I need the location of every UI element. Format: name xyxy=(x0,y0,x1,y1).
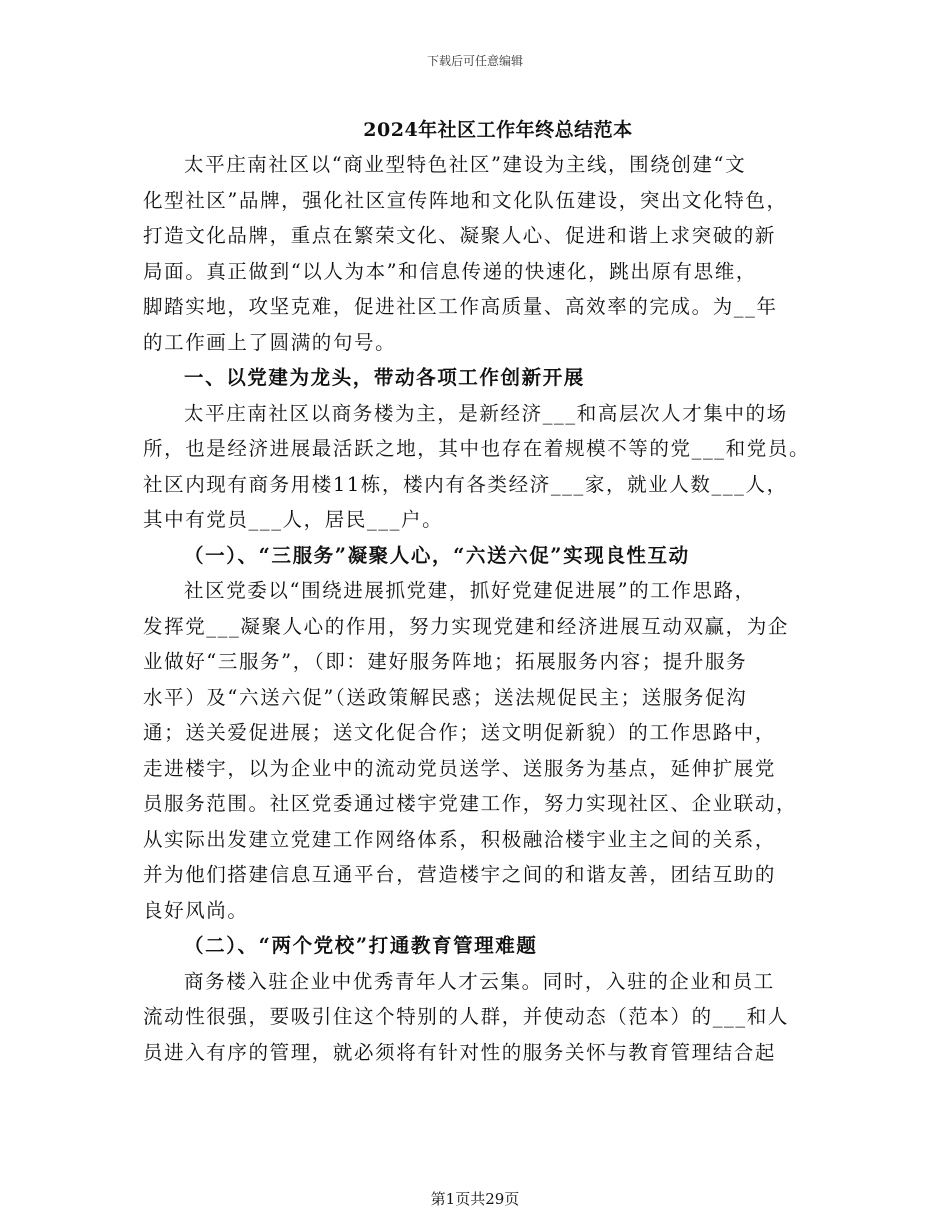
section-heading: 一、以党建为龙头，带动各项工作创新开展 xyxy=(184,366,585,389)
paragraph-line: 其中有党员___人，居民___户。 xyxy=(143,508,444,531)
paragraph-line: 从实际出发建立党建工作网络体系，积极融洽楼宇业主之间的关系， xyxy=(143,827,777,851)
page-header: 下载后可任意编辑 xyxy=(426,54,523,68)
paragraph-line: 打造文化品牌，重点在繁荣文化、凝聚人心、促进和谐上求突破的新 xyxy=(143,224,777,247)
paragraph-line: 化型社区”品牌，强化社区宣传阵地和文化队伍建设，突出文化特色， xyxy=(143,188,788,212)
paragraph-line: 社区内现有商务用楼11栋，楼内有各类经济___家，就业人数___人， xyxy=(143,472,788,496)
paragraph-line: 脚踏实地，攻坚克难，促进社区工作高质量、高效率的完成。为__年 xyxy=(143,295,778,318)
paragraph-line: 并为他们搭建信息互通平台，营造楼宇之间的和谐友善，团结互助的 xyxy=(143,863,777,886)
paragraph-line: 局面。真正做到“以人为本”和信息传递的快速化，跳出原有思维， xyxy=(143,259,757,283)
document-title: 2024年社区工作年终总结范本 xyxy=(363,119,633,141)
paragraph-line: 员进入有序的管理，就必须将有针对性的服务关怀与教育管理结合起 xyxy=(143,1040,777,1064)
paragraph-line: 走进楼宇，以为企业中的流动党员送学、送服务为基点，延伸扩展党 xyxy=(143,756,777,780)
subsection-heading: （二）、“两个党校”打通教育管理难题 xyxy=(184,934,538,957)
paragraph-line: 员服务范围。社区党委通过楼宇党建工作，努力实现社区、企业联动， xyxy=(143,792,798,815)
paragraph-line: 太平庄南社区以商务楼为主，是新经济___和高层次人才集中的场 xyxy=(184,401,788,425)
paragraph-line: 所，也是经济进展最活跃之地，其中也存在着规模不等的党___和党员。 xyxy=(143,437,811,460)
paragraph-line: 的工作画上了圆满的句号。 xyxy=(143,330,397,354)
paragraph-line: 良好风尚。 xyxy=(143,898,249,922)
paragraph-line: 商务楼入驻企业中优秀青年人才云集。同时，入驻的企业和员工 xyxy=(184,969,775,993)
paragraph-line: 水平）及“六送六促”（送政策解民惑；送法规促民主；送服务促沟 xyxy=(143,685,748,709)
paragraph-line: 通；送关爱促进展；送文化促合作；送文明促新貌）的工作思路中， xyxy=(143,721,777,744)
paragraph-line: 太平庄南社区以“商业型特色社区”建设为主线，围绕创建“文 xyxy=(184,153,747,176)
paragraph-line: 业做好“三服务”，（即：建好服务阵地；拓展服务内容；提升服务 xyxy=(143,650,748,673)
document-body xyxy=(143,147,811,1070)
page-footer: 第1页共29页 xyxy=(430,1190,520,1208)
paragraph-line: 发挥党___凝聚人心的作用，努力实现党建和经济进展互动双赢，为企 xyxy=(143,614,789,638)
paragraph-line: 流动性很强，要吸引住这个特别的人群，并使动态（范本）的___和人 xyxy=(143,1005,789,1028)
subsection-heading: （一）、“三服务”凝聚人心，“六送六促”实现良性互动 xyxy=(184,543,690,567)
paragraph-line: 社区党委以“围绕进展抓党建，抓好党建促进展”的工作思路， xyxy=(184,579,756,602)
